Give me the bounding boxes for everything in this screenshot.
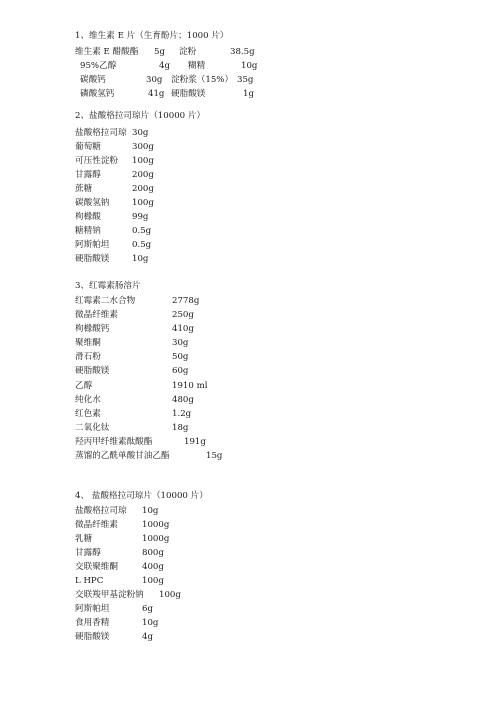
ingredient-name: 葡萄糖 <box>75 142 101 152</box>
ingredient-name: 阿斯帕坦 <box>75 240 110 250</box>
ingredient-name: 微晶纤维素 <box>75 310 118 320</box>
ingredient-name: 乳糖 <box>75 534 93 544</box>
ingredient-name: 硬脂酸镁 <box>75 366 110 376</box>
ingredient-name: 硬脂酸镁 <box>75 632 110 642</box>
ingredient-amount: 2778g <box>172 296 200 306</box>
ingredient-amount: 300g <box>132 142 154 152</box>
ingredient-amount: 400g <box>142 562 164 572</box>
ingredient-amount: 10g <box>132 254 149 264</box>
ingredient-amount: 50g <box>172 352 189 362</box>
ingredient-name: 微晶纤维素 <box>75 520 118 530</box>
ingredient-amount: 4g <box>159 61 170 71</box>
ingredient-amount: 1000g <box>142 520 170 530</box>
ingredient-amount: 60g <box>172 366 189 376</box>
ingredient-amount: 4g <box>142 632 153 642</box>
ingredient-name: 淀粉浆（15%） <box>171 75 234 85</box>
ingredient-name: 磷酸氢钙 <box>80 89 115 99</box>
ingredient-amount: 1910 ml <box>172 381 208 391</box>
ingredient-amount: 41g <box>148 89 165 99</box>
ingredient-amount: 5g <box>154 47 165 57</box>
ingredient-amount: 30g <box>172 338 189 348</box>
ingredient-amount: 200g <box>132 170 154 180</box>
ingredient-amount: 100g <box>132 198 154 208</box>
ingredient-name: 乙醇 <box>75 381 93 391</box>
ingredient-amount: 6g <box>142 604 153 614</box>
ingredient-name: 交联聚维酮 <box>75 562 118 572</box>
ingredient-amount: 10g <box>241 61 258 71</box>
ingredient-amount: 410g <box>172 324 194 334</box>
ingredient-amount: 1000g <box>142 534 170 544</box>
ingredient-amount: 100g <box>132 156 154 166</box>
ingredient-name: 硬脂酸镁 <box>171 89 206 99</box>
ingredient-name: 二氧化钛 <box>75 423 110 433</box>
ingredient-name: 聚维酮 <box>75 338 101 348</box>
ingredient-name: 阿斯帕坦 <box>75 604 110 614</box>
ingredient-amount: 0.5g <box>132 240 152 250</box>
ingredient-amount: 1.2g <box>172 409 192 419</box>
ingredient-name: 纯化水 <box>75 395 101 405</box>
ingredient-name: 糖精钠 <box>75 226 101 236</box>
ingredient-name: 交联羧甲基淀粉钠 <box>75 590 144 600</box>
ingredient-name: 硬脂酸镁 <box>75 254 110 264</box>
ingredient-amount: 10g <box>142 506 159 516</box>
ingredient-name: 可压性淀粉 <box>75 156 118 166</box>
ingredient-name: 红霉素二水合物 <box>75 296 136 306</box>
section-4-title: 4、 盐酸格拉司琼片（10000 片） <box>75 491 208 501</box>
ingredient-amount: 800g <box>142 548 164 558</box>
ingredient-amount: 1g <box>243 89 254 99</box>
ingredient-amount: 200g <box>132 184 154 194</box>
ingredient-name: 95%乙醇 <box>80 61 117 71</box>
ingredient-name: 羟丙甲纤维素酞酸酯 <box>75 437 153 447</box>
ingredient-name: 蔗糖 <box>75 184 93 194</box>
ingredient-amount: 0.5g <box>132 226 152 236</box>
ingredient-amount: 10g <box>142 618 159 628</box>
ingredient-name: 红色素 <box>75 409 101 419</box>
ingredient-amount: 38.5g <box>230 47 255 57</box>
ingredient-name: 蒸馏的乙酰单酸甘油乙酯 <box>75 451 170 461</box>
ingredient-name: 食用香精 <box>75 618 110 628</box>
ingredient-name: 枸橼酸 <box>75 212 101 222</box>
ingredient-name: 淀粉 <box>179 47 197 57</box>
section-3-title: 3、红霉素肠溶片 <box>75 281 141 291</box>
ingredient-amount: 100g <box>142 576 164 586</box>
ingredient-name: 碳酸钙 <box>80 75 106 85</box>
ingredient-name: 甘露醇 <box>75 548 101 558</box>
ingredient-name: 碳酸氢钠 <box>75 198 110 208</box>
ingredient-name: L HPC <box>75 576 104 586</box>
ingredient-amount: 35g <box>237 75 254 85</box>
ingredient-amount: 15g <box>206 451 223 461</box>
ingredient-name: 维生素 E 醋酸酯 <box>75 47 139 57</box>
ingredient-name: 盐酸格拉司琼 <box>75 506 127 516</box>
ingredient-name: 糊精 <box>188 61 206 71</box>
ingredient-amount: 99g <box>132 212 149 222</box>
ingredient-name: 甘露醇 <box>75 170 101 180</box>
section-2-title: 2、盐酸格拉司琼片（10000 片） <box>75 111 206 121</box>
ingredient-amount: 30g <box>146 75 163 85</box>
ingredient-amount: 18g <box>172 423 189 433</box>
ingredient-amount: 100g <box>159 590 181 600</box>
ingredient-name: 滑石粉 <box>75 352 101 362</box>
ingredient-amount: 30g <box>132 128 149 138</box>
ingredient-name: 枸橼酸钙 <box>75 324 110 334</box>
ingredient-amount: 250g <box>172 310 194 320</box>
ingredient-amount: 480g <box>172 395 194 405</box>
ingredient-name: 盐酸格拉司琼 <box>75 128 127 138</box>
section-1-title: 1、维生素 E 片（生育酚片；1000 片） <box>75 31 229 41</box>
ingredient-amount: 191g <box>184 437 206 447</box>
